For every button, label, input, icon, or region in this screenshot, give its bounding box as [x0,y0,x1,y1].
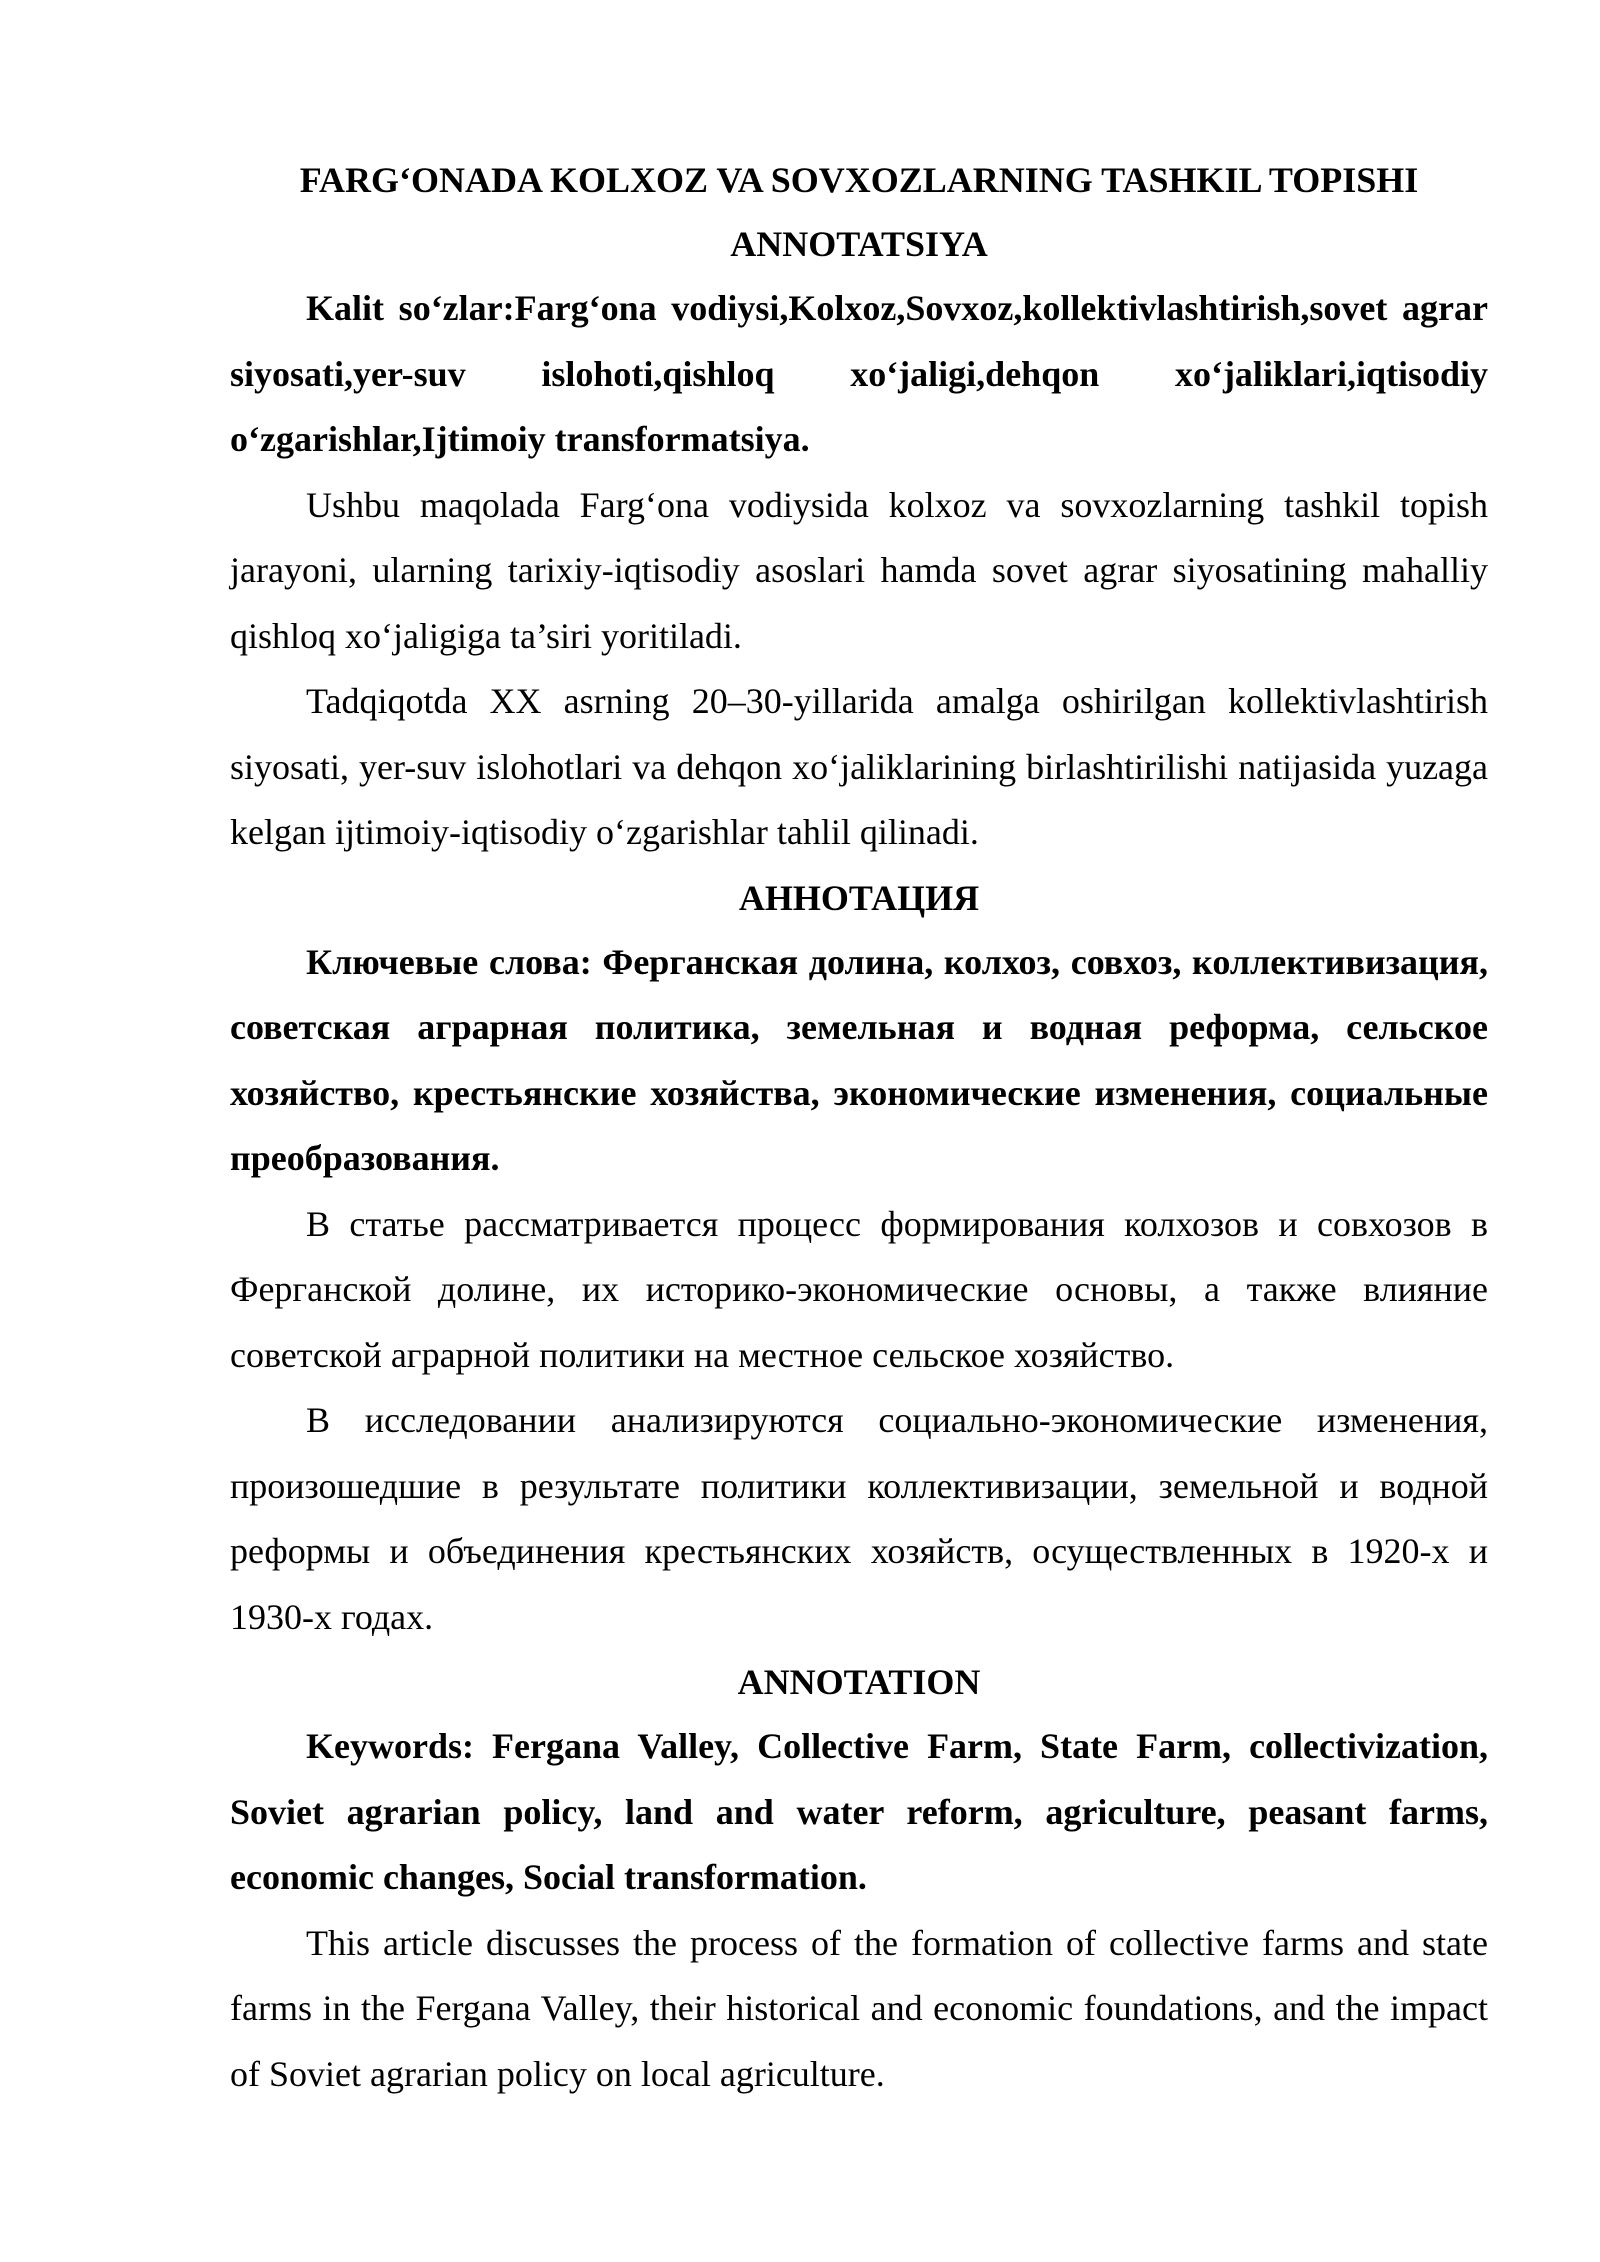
russian-abstract-paragraph-1: В статье рассматривается процесс формирования колхозов и совхозов в Ферганской долине, их историко-экономические основы, а также влияние советской аграрной политики на местное сельское хозяйство. [230,1203,1488,1375]
russian-keywords: Ключевые слова: Ферганская долина, колхоз, совхоз, коллективизация, советская аграрная политика, земельная и водная реформа, сельское хозяйство, крестьянские хозяйства, экономические изменения, социальные преобразования. [230,941,1488,1178]
uzbek-abstract-section [230,212,1488,866]
english-abstract-heading: ANNOTATION [737,1662,981,1702]
document-page [230,148,1488,2107]
english-abstract-section [230,1650,1488,2107]
russian-abstract-paragraph-2: В исследовании анализируются социально-экономические изменения, произошедшие в результате политики коллективизации, земельной и водной реформы и объединения крестьянских хозяйств, осуществленных в 1920-х и 1930-х годах. [230,1400,1488,1637]
uzbek-abstract-heading: ANNOTATSIYA [730,224,988,264]
russian-abstract-heading: АННОТАЦИЯ [738,877,980,918]
uzbek-abstract-paragraph-2: Tadqiqotda XX asrning 20–30-yillarida amalga oshirilgan kollektivlashtirish siyosati, yer-suv islohotlari va dehqon xo‘jaliklarining birlashtirilishi natijasida yuzaga kelgan ijtimoiy-iqtisodiy o‘zgarishlar tahlil qilinadi. [230,681,1488,852]
russian-abstract-section [230,866,1488,1651]
english-keywords: Keywords: Fergana Valley, Collective Farm, State Farm, collectivization, Soviet agrarian policy, land and water reform, agriculture, peasant farms, economic changes, Social transformation. [230,1726,1488,1897]
uzbek-keywords: Kalit so‘zlar:Farg‘ona vodiysi,Kolxoz,Sovxoz,kollektivlashtirish,sovet agrar siyosati,yer-suv islohoti,qishloq xo‘jaligi,dehqon xo‘jaliklari,iqtisodiy o‘zgarishlar,Ijtimoiy transformatsiya. [230,288,1488,459]
english-abstract-paragraph-1: This article discusses the process of the formation of collective farms and state farms in the Fergana Valley, their historical and economic foundations, and the impact of Soviet agrarian policy on local agriculture. [230,1922,1488,2094]
paper-title: FARG‘ONADA KOLXOZ VA SOVXOZLARNING TASHKIL TOPISHI [299,160,1419,200]
uzbek-abstract-paragraph-1: Ushbu maqolada Farg‘ona vodiysida kolxoz va sovxozlarning tashkil topish jarayoni, ularning tarixiy-iqtisodiy asoslari hamda sovet agrar siyosatining mahalliy qishloq xo‘jaligiga ta’siri yoritiladi. [230,484,1488,656]
